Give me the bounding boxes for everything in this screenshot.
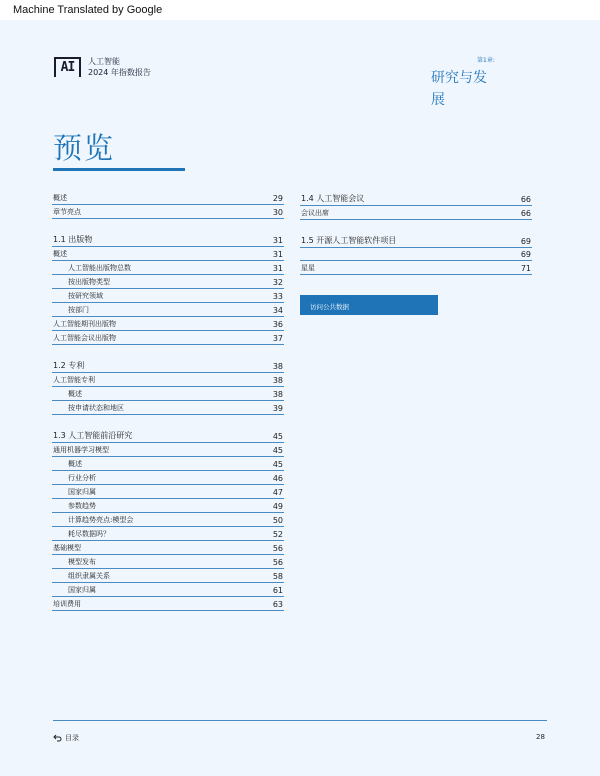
toc-left-column xyxy=(52,193,284,613)
toc-entry[interactable] xyxy=(52,291,284,303)
access-public-data-button[interactable]: 访问公共数据 xyxy=(300,295,438,315)
toc-right-column xyxy=(300,193,532,315)
toc-entry[interactable] xyxy=(52,487,284,499)
toc-entry-page: 56 xyxy=(272,558,283,567)
toc-entry-page: 30 xyxy=(272,208,283,217)
toc-entry[interactable] xyxy=(52,571,284,583)
toc-entry-page: 69 xyxy=(520,250,531,259)
toc-entry-label: 人工智能期刊出版物 xyxy=(53,320,116,328)
toc-entry[interactable] xyxy=(52,529,284,541)
toc-entry[interactable] xyxy=(300,208,532,220)
toc-entry[interactable] xyxy=(52,403,284,415)
toc-entry-page: 46 xyxy=(272,474,283,483)
toc-entry-page: 66 xyxy=(520,195,531,204)
toc-entry-label: 星星 xyxy=(301,264,315,272)
toc-entry-label: 概述 xyxy=(68,390,82,398)
toc-entry[interactable] xyxy=(52,193,284,205)
toc-entry[interactable] xyxy=(52,459,284,471)
report-logo xyxy=(54,56,151,78)
footer-divider xyxy=(53,720,547,721)
toc-entry-page: 58 xyxy=(272,572,283,581)
toc-section-heading[interactable] xyxy=(300,235,532,248)
page-title: 预览 xyxy=(53,131,116,165)
toc-section-gap xyxy=(52,417,284,430)
toc-entry-label: 人工智能会议出版物 xyxy=(53,334,116,342)
toc-entry-page: 45 xyxy=(272,446,283,455)
toc-entry-page: 31 xyxy=(272,250,283,259)
toc-entry[interactable] xyxy=(52,333,284,345)
toc-entry[interactable] xyxy=(52,473,284,485)
toc-entry[interactable] xyxy=(52,543,284,555)
toc-entry-page: 31 xyxy=(272,236,283,245)
toc-entry[interactable] xyxy=(300,250,532,261)
toc-entry-page: 34 xyxy=(272,306,283,315)
toc-entry[interactable] xyxy=(52,599,284,611)
toc-entry-page: 38 xyxy=(272,376,283,385)
return-arrow-icon xyxy=(53,734,62,742)
toc-entry[interactable] xyxy=(52,445,284,457)
toc-entry[interactable] xyxy=(52,277,284,289)
toc-entry-page: 38 xyxy=(272,390,283,399)
toc-entry-label: 模型发布 xyxy=(68,558,96,566)
toc-entry-label: 参数趋势 xyxy=(68,502,96,510)
toc-entry-label: 按申请状态和地区 xyxy=(68,404,124,412)
toc-entry[interactable] xyxy=(52,501,284,513)
toc-entry[interactable] xyxy=(52,585,284,597)
toc-entry-page: 52 xyxy=(272,530,283,539)
toc-entry-page: 47 xyxy=(272,488,283,497)
toc-entry-page: 39 xyxy=(272,404,283,413)
toc-entry-page: 66 xyxy=(520,209,531,218)
page-number: 28 xyxy=(536,733,545,741)
toc-section-heading[interactable] xyxy=(52,360,284,373)
toc-entry[interactable] xyxy=(52,263,284,275)
toc-entry-label: 会议出席 xyxy=(301,209,329,217)
toc-entry-label: 1.3 人工智能前沿研究 xyxy=(53,431,133,440)
toc-entry-label: 概述 xyxy=(53,250,67,258)
toc-entry-page: 61 xyxy=(272,586,283,595)
toc-entry-page: 45 xyxy=(272,460,283,469)
toc-entry-label: 耗尽数据吗？ xyxy=(68,530,110,538)
toc-entry[interactable] xyxy=(52,207,284,219)
toc-entry[interactable] xyxy=(52,305,284,317)
toc-section-gap xyxy=(52,347,284,360)
report-name xyxy=(88,56,151,78)
toc-entry-label: 人工智能出版物总数 xyxy=(68,264,131,272)
toc-entry-page: 33 xyxy=(272,292,283,301)
toc-entry-page: 71 xyxy=(520,264,531,273)
toc-entry-label: 按部门 xyxy=(68,306,89,314)
toc-entry-page: 63 xyxy=(272,600,283,609)
toc-entry[interactable] xyxy=(300,263,532,275)
toc-entry-label: 行业分析 xyxy=(68,474,96,482)
chapter-title: 研究与发展 xyxy=(431,70,487,108)
toc-entry[interactable] xyxy=(52,319,284,331)
ai-logo-mark: AI xyxy=(54,57,81,77)
machine-translation-banner: Machine Translated by Google xyxy=(0,0,600,20)
toc-entry[interactable] xyxy=(52,249,284,261)
toc-section-heading[interactable] xyxy=(52,430,284,443)
chapter-label: 第1章: xyxy=(477,57,495,64)
toc-entry-page: 45 xyxy=(272,432,283,441)
toc-entry-label: 1.2 专利 xyxy=(53,361,85,370)
toc-entry-page: 32 xyxy=(272,278,283,287)
toc-section-heading[interactable] xyxy=(300,193,532,206)
toc-section-gap xyxy=(52,221,284,234)
toc-entry-page: 50 xyxy=(272,516,283,525)
toc-entry-page: 37 xyxy=(272,334,283,343)
toc-entry-label: 组织隶属关系 xyxy=(68,572,110,580)
toc-entry-label: 基础模型 xyxy=(53,544,81,552)
toc-entry-label: 章节亮点 xyxy=(53,208,81,216)
toc-entry-label: 1.5 开源人工智能软件项目 xyxy=(301,236,397,245)
toc-back-label: 目录 xyxy=(65,734,79,742)
toc-entry-label: 按出版物类型 xyxy=(68,278,110,286)
toc-entry-label: 概述 xyxy=(53,194,67,202)
toc-entry[interactable] xyxy=(52,557,284,569)
toc-entry[interactable] xyxy=(52,515,284,527)
toc-entry-label: 通用机器学习模型 xyxy=(53,446,109,454)
toc-entry-page: 56 xyxy=(272,544,283,553)
toc-section-gap xyxy=(300,222,532,235)
toc-entry-page: 36 xyxy=(272,320,283,329)
toc-entry-page: 49 xyxy=(272,502,283,511)
toc-entry-label: 1.4 人工智能会议 xyxy=(301,194,365,203)
toc-entry-page: 69 xyxy=(520,237,531,246)
title-underline xyxy=(53,168,185,171)
toc-entry-label: 国家归属 xyxy=(68,586,96,594)
toc-entry-label: 概述 xyxy=(68,460,82,468)
toc-section-heading[interactable] xyxy=(52,234,284,247)
toc-entry-label: 培训费用 xyxy=(53,600,81,608)
toc-entry-page: 38 xyxy=(272,362,283,371)
toc-entry[interactable] xyxy=(52,375,284,387)
toc-entry[interactable] xyxy=(52,389,284,401)
toc-entry-label: 1.1 出版物 xyxy=(53,235,93,244)
toc-entry-label: 计算趋势亮点:模型会 xyxy=(68,516,134,524)
toc-back-link[interactable] xyxy=(53,733,79,743)
toc-entry-label: 按研究领域 xyxy=(68,292,103,300)
report-name-line2: 2024 年指数报告 xyxy=(88,68,151,77)
report-name-line1: 人工智能 xyxy=(88,57,120,66)
toc-entry-page: 31 xyxy=(272,264,283,273)
toc-entry-page: 29 xyxy=(272,194,283,203)
toc-entry-label: 国家归属 xyxy=(68,488,96,496)
toc-entry-label: 人工智能专利 xyxy=(53,376,95,384)
